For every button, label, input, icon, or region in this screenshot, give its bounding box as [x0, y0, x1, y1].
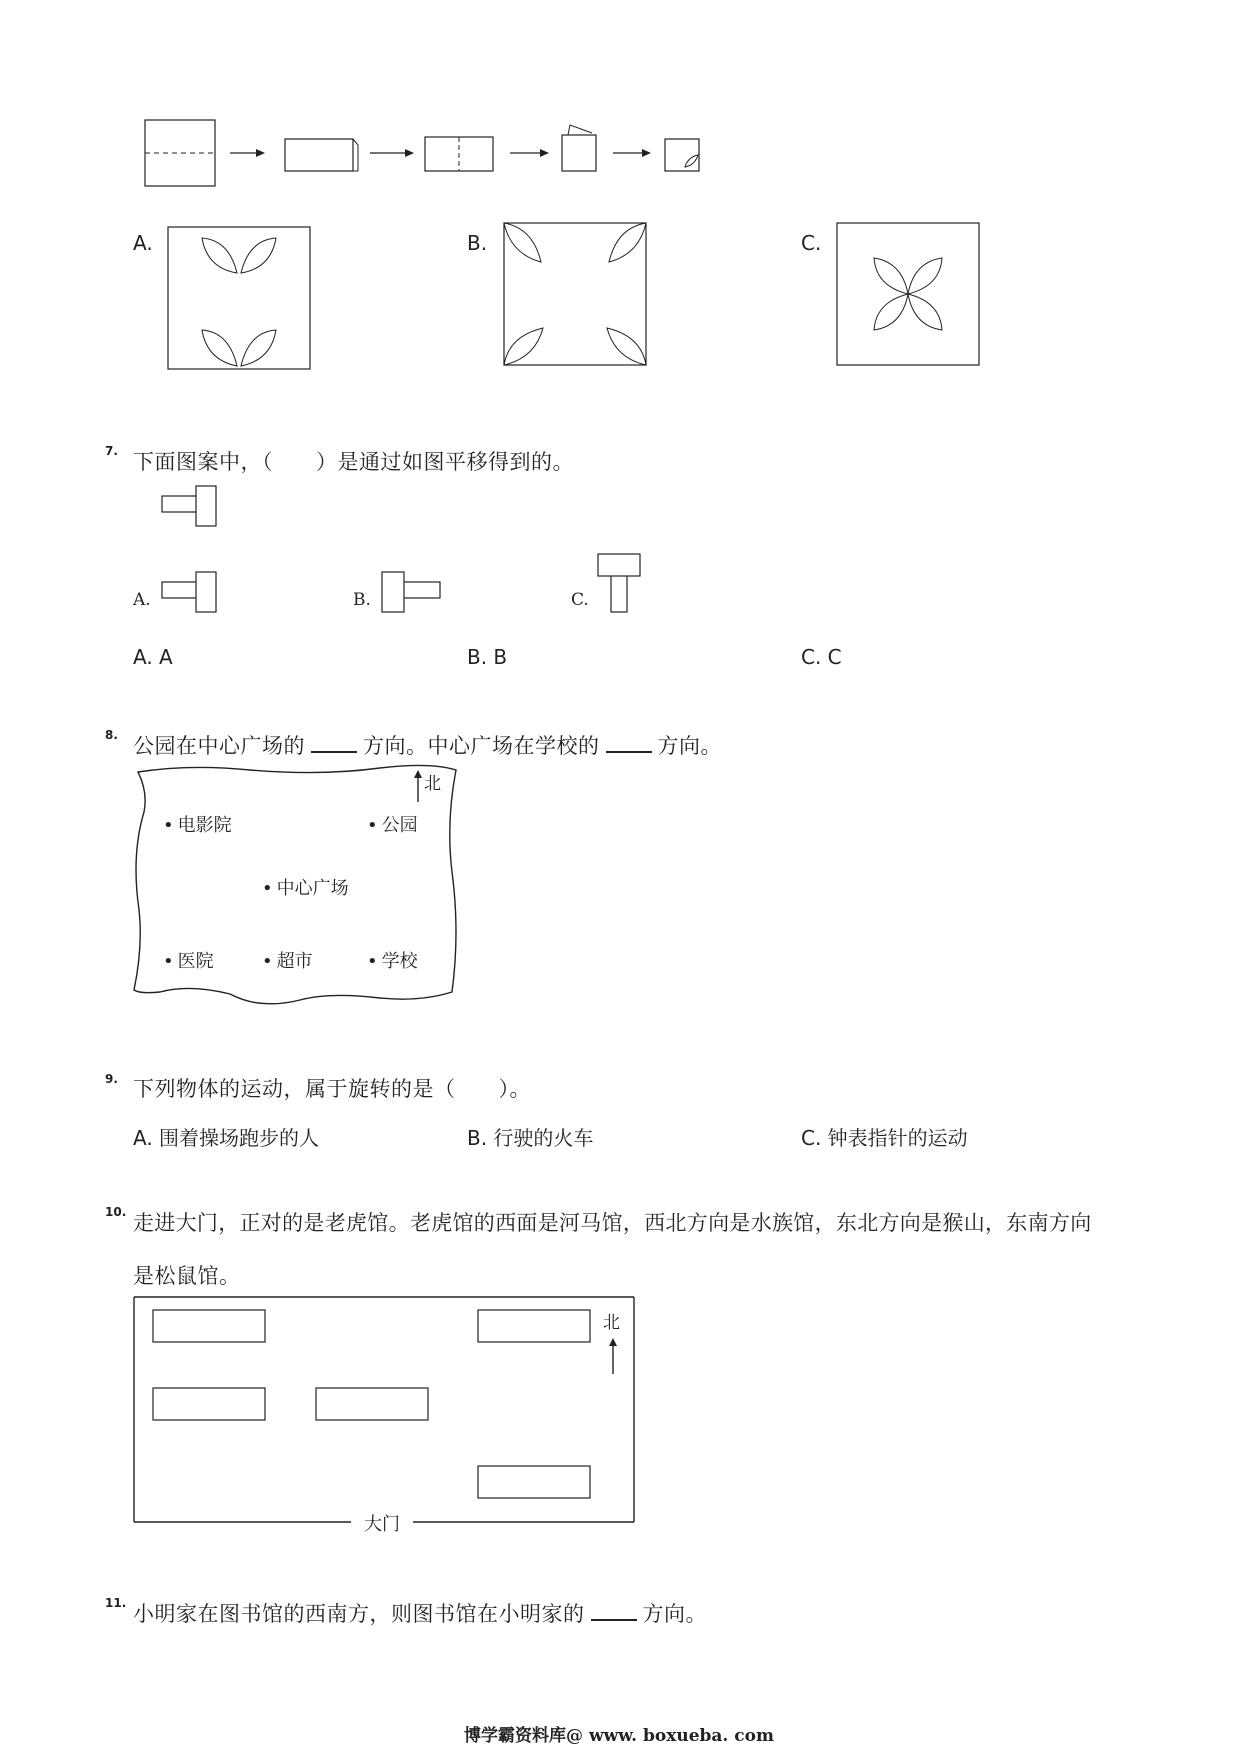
q7-figure-c[interactable] — [596, 552, 644, 616]
zoo-box-southeast — [478, 1466, 590, 1498]
map-place-cinema: • 电影院 — [163, 811, 232, 837]
q6-option-a-figure[interactable] — [167, 226, 311, 370]
q8-map-north-label: 北 — [424, 774, 441, 794]
q7-figure-b[interactable] — [380, 570, 444, 614]
q9-option-c[interactable]: C. 钟表指针的运动 — [801, 1126, 968, 1150]
q7-reference-figure — [160, 484, 220, 528]
map-place-park: • 公园 — [367, 811, 418, 837]
q9-option-b[interactable]: B. 行驶的火车 — [467, 1126, 594, 1150]
q7-figure-a[interactable] — [160, 570, 220, 614]
q10-text-line2: 是松鼠馆。 — [133, 1264, 241, 1288]
q11-text — [133, 1598, 707, 1628]
q8-text-part3: 方向。 — [657, 734, 722, 758]
q7-number: 7. — [105, 444, 118, 458]
q8-blank-2[interactable] — [606, 733, 652, 753]
q7-figure-a-label: A. — [133, 590, 151, 610]
q8-text-part1: 公园在中心广场的 — [133, 734, 305, 758]
map-place-central-square: • 中心广场 — [262, 874, 349, 900]
q10-map-gate-label: 大门 — [364, 1514, 400, 1535]
q10-number: 10. — [105, 1205, 127, 1219]
zoo-box-northeast — [478, 1310, 590, 1342]
folding-sequence-figure — [140, 115, 720, 185]
q9-text: 下列物体的运动，属于旋转的是（ ）。 — [133, 1077, 531, 1101]
q7-figure-b-label: B. — [353, 590, 371, 610]
q8-blank-1[interactable] — [311, 733, 357, 753]
q11-text-part1: 小明家在图书馆的西南方，则图书馆在小明家的 — [133, 1602, 585, 1626]
fold-step-2 — [285, 139, 353, 171]
q11-blank[interactable] — [591, 1601, 637, 1621]
q9-option-a[interactable]: A. 围着操场跑步的人 — [133, 1126, 320, 1150]
q11-number: 11. — [105, 1596, 127, 1610]
q10-zoo-map — [133, 1296, 635, 1524]
q7-option-b[interactable]: B. B — [467, 645, 508, 669]
fold-step-5 — [665, 139, 699, 171]
q10-text-line1: 走进大门，正对的是老虎馆。老虎馆的西面是河马馆，西北方向是水族馆，东北方向是猴山，东南方向 — [133, 1211, 1092, 1235]
q8-text — [133, 730, 722, 760]
zoo-box-west — [153, 1388, 265, 1420]
q10-map-north-label: 北 — [603, 1313, 620, 1333]
q6-option-b-figure[interactable] — [503, 222, 647, 366]
q6-option-b-label: B. — [467, 231, 488, 255]
q11-text-part2: 方向。 — [642, 1602, 707, 1626]
fold-step-4 — [562, 135, 596, 171]
q7-option-c[interactable]: C. C — [801, 645, 842, 669]
q6-option-c-label: C. — [801, 231, 822, 255]
q6-option-a-label: A. — [133, 231, 153, 255]
zoo-box-center — [316, 1388, 428, 1420]
q7-option-a[interactable]: A. A — [133, 645, 173, 669]
zoo-box-northwest — [153, 1310, 265, 1342]
q7-text: 下面图案中，（ ）是通过如图平移得到的。 — [133, 450, 574, 474]
map-place-supermarket: • 超市 — [262, 947, 313, 973]
map-place-school: • 学校 — [367, 947, 418, 973]
page-footer-watermark: 博学霸资料库@ www. boxueba. com — [464, 1726, 774, 1746]
q8-text-part2: 方向。中心广场在学校的 — [363, 734, 600, 758]
map-place-hospital: • 医院 — [163, 947, 214, 973]
q6-option-c-figure[interactable] — [836, 222, 980, 366]
q8-number: 8. — [105, 728, 118, 742]
q7-figure-c-label: C. — [571, 590, 589, 610]
q9-number: 9. — [105, 1072, 118, 1086]
